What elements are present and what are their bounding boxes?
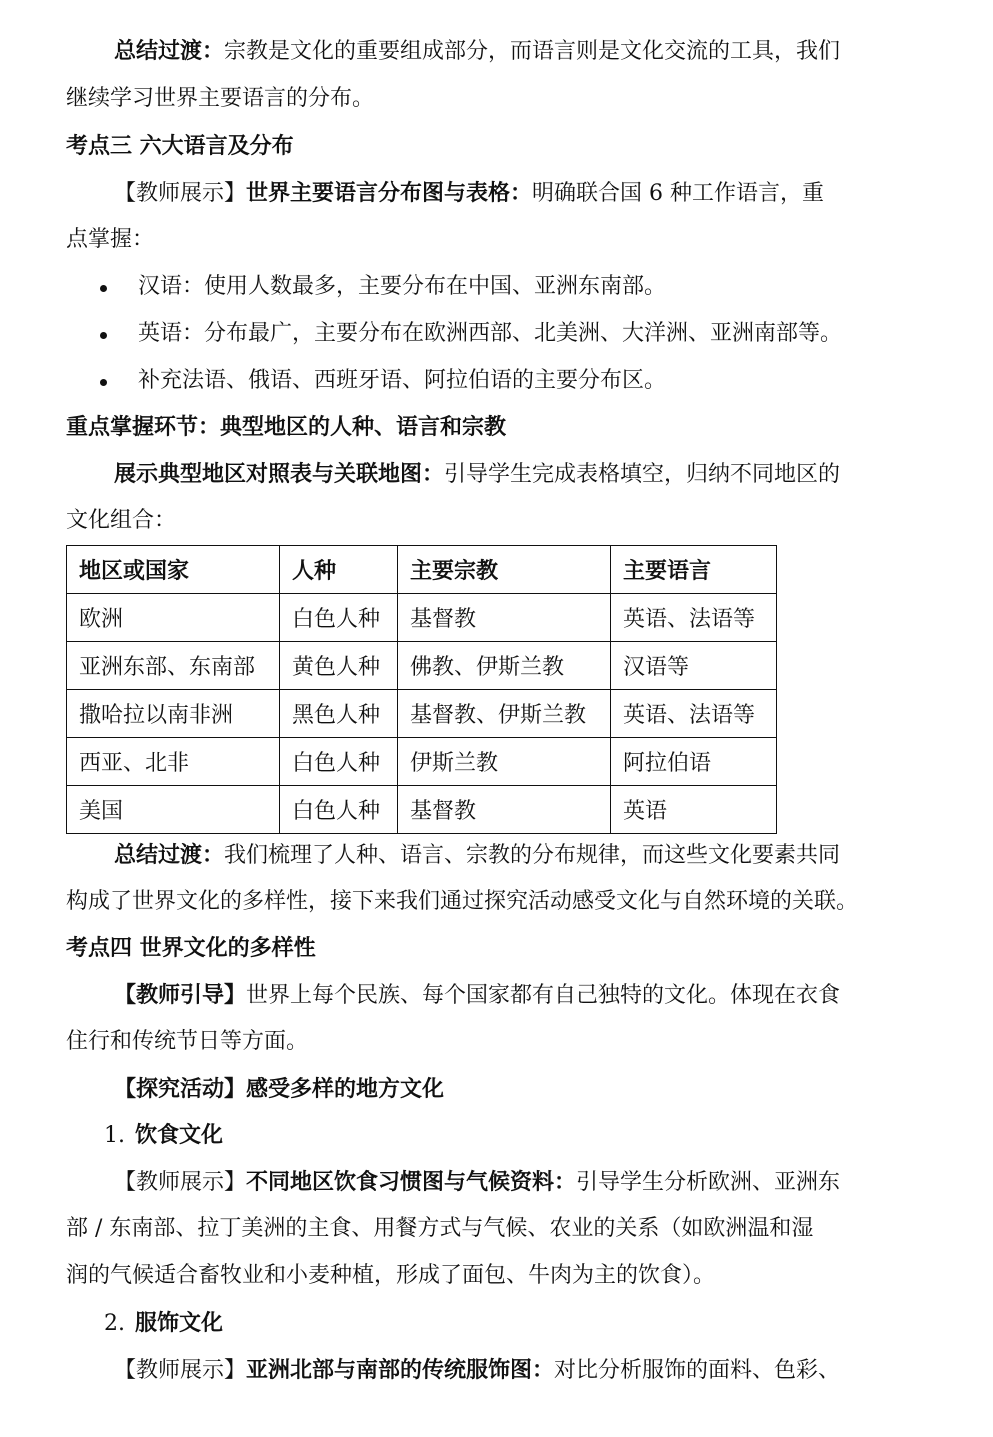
item-number: 2. xyxy=(104,1311,125,1336)
diet-bold: 不同地区饮食习惯图与气候资料： xyxy=(246,1169,577,1195)
summary-label: 总结过渡： xyxy=(114,38,225,64)
table-cell: 阿拉伯语 xyxy=(611,738,777,786)
table-cell: 基督教、伊斯兰教 xyxy=(398,690,611,738)
table-cell: 撒哈拉以南非洲 xyxy=(67,690,280,738)
table-cell: 英语、法语等 xyxy=(611,690,777,738)
item-title: 服饰文化 xyxy=(135,1310,224,1336)
table-header-cell: 主要宗教 xyxy=(398,546,611,594)
table-cell: 白色人种 xyxy=(280,786,398,834)
table-row xyxy=(67,690,777,738)
region-table-intro-cont xyxy=(66,506,176,536)
teacher-guide-text-cont: 住行和传统节日等方面。 xyxy=(66,1029,309,1054)
table-row xyxy=(67,642,777,690)
diet-text-cont: 部 / 东南部、拉丁美洲的主食、用餐方式与气候、农业的关系（如欧洲温和湿 xyxy=(66,1216,814,1241)
teacher-display-text: 明确联合国 6 种工作语言，重 xyxy=(532,181,825,206)
teacher-display-text-cont: 点掌握： xyxy=(66,227,155,252)
teacher-display-paragraph xyxy=(114,178,824,209)
region-intro-text: 引导学生完成表格填空，归纳不同地区的 xyxy=(444,462,841,487)
summary-paragraph-2 xyxy=(114,840,840,871)
table-header-cell: 人种 xyxy=(280,546,398,594)
diet-culture-paragraph xyxy=(114,1167,840,1198)
table-cell: 佛教、伊斯兰教 xyxy=(398,642,611,690)
teacher-guide-paragraph xyxy=(114,980,840,1011)
teacher-guide-paragraph-cont xyxy=(66,1027,308,1057)
table-row xyxy=(67,738,777,786)
diet-bracket: 【教师展示】 xyxy=(114,1170,247,1195)
item-number: 1. xyxy=(104,1123,125,1148)
table-cell: 基督教 xyxy=(398,786,611,834)
summary-paragraph-line xyxy=(114,36,840,67)
summary-label-2: 总结过渡： xyxy=(114,842,225,868)
section-heading-3: 考点三 六大语言及分布 xyxy=(66,133,294,159)
bullet-icon xyxy=(100,379,107,386)
diet-culture-paragraph-cont xyxy=(66,1261,715,1291)
table-cell: 西亚、北非 xyxy=(67,738,280,786)
table-header-cell: 地区或国家 xyxy=(67,546,280,594)
table-header-row xyxy=(67,546,777,594)
clothing-culture-paragraph xyxy=(114,1355,840,1386)
summary-text-2-cont: 构成了世界文化的多样性，接下来我们通过探究活动感受文化与自然环境的关联。 xyxy=(66,889,859,914)
summary-text: 宗教是文化的重要组成部分，而语言则是文化交流的工具，我们 xyxy=(224,39,841,64)
summary-text-2: 我们梳理了人种、语言、宗教的分布规律，而这些文化要素共同 xyxy=(224,843,841,868)
table-row xyxy=(67,786,777,834)
item-title: 饮食文化 xyxy=(135,1122,224,1148)
table-cell: 伊斯兰教 xyxy=(398,738,611,786)
activity-heading: 【探究活动】感受多样的地方文化 xyxy=(114,1076,445,1102)
key-section-heading: 重点掌握环节：典型地区的人种、语言和宗教 xyxy=(66,414,507,440)
section-heading-4: 考点四 世界文化的多样性 xyxy=(66,935,316,961)
table-cell: 黄色人种 xyxy=(280,642,398,690)
teacher-guide-bracket: 【教师引导】 xyxy=(114,982,247,1008)
teacher-guide-text: 世界上每个民族、每个国家都有自己独特的文化。体现在衣食 xyxy=(246,983,841,1008)
table-cell: 基督教 xyxy=(398,594,611,642)
summary-text-cont: 继续学习世界主要语言的分布。 xyxy=(66,86,375,111)
bullet-icon xyxy=(100,332,107,339)
table-cell: 黑色人种 xyxy=(280,690,398,738)
summary-paragraph-line xyxy=(66,84,374,114)
teacher-display-bracket: 【教师展示】 xyxy=(114,181,247,206)
region-intro-bold: 展示典型地区对照表与关联地图： xyxy=(114,461,445,487)
table-cell: 亚洲东部、东南部 xyxy=(67,642,280,690)
teacher-display-paragraph-cont xyxy=(66,225,154,255)
diet-text-cont-2: 润的气候适合畜牧业和小麦种植，形成了面包、牛肉为主的饮食）。 xyxy=(66,1263,716,1288)
table-header-cell: 主要语言 xyxy=(611,546,777,594)
bullet-item: 补充法语、俄语、西班牙语、阿拉伯语的主要分布区。 xyxy=(138,368,667,393)
region-intro-text-cont: 文化组合： xyxy=(66,508,177,533)
region-culture-table xyxy=(66,545,777,834)
table-cell: 英语、法语等 xyxy=(611,594,777,642)
teacher-display-bold: 世界主要语言分布图与表格： xyxy=(246,180,533,206)
table-cell: 欧洲 xyxy=(67,594,280,642)
bullet-icon xyxy=(100,285,107,292)
table-row xyxy=(67,594,777,642)
numbered-item-2 xyxy=(104,1308,223,1339)
summary-paragraph-2-cont xyxy=(66,887,858,917)
table-cell: 英语 xyxy=(611,786,777,834)
clothing-bold: 亚洲北部与南部的传统服饰图： xyxy=(246,1357,555,1383)
table-cell: 汉语等 xyxy=(611,642,777,690)
diet-text: 引导学生分析欧洲、亚洲东 xyxy=(576,1170,841,1195)
bullet-item: 英语：分布最广，主要分布在欧洲西部、北美洲、大洋洲、亚洲南部等。 xyxy=(138,321,843,346)
table-cell: 白色人种 xyxy=(280,738,398,786)
region-table-intro xyxy=(114,459,840,490)
table-cell: 白色人种 xyxy=(280,594,398,642)
numbered-item-1 xyxy=(104,1120,223,1151)
clothing-bracket: 【教师展示】 xyxy=(114,1358,247,1383)
diet-culture-paragraph-cont xyxy=(66,1214,813,1244)
clothing-text: 对比分析服饰的面料、色彩、 xyxy=(554,1358,841,1383)
bullet-item: 汉语：使用人数最多，主要分布在中国、亚洲东南部。 xyxy=(138,274,667,299)
table-cell: 美国 xyxy=(67,786,280,834)
